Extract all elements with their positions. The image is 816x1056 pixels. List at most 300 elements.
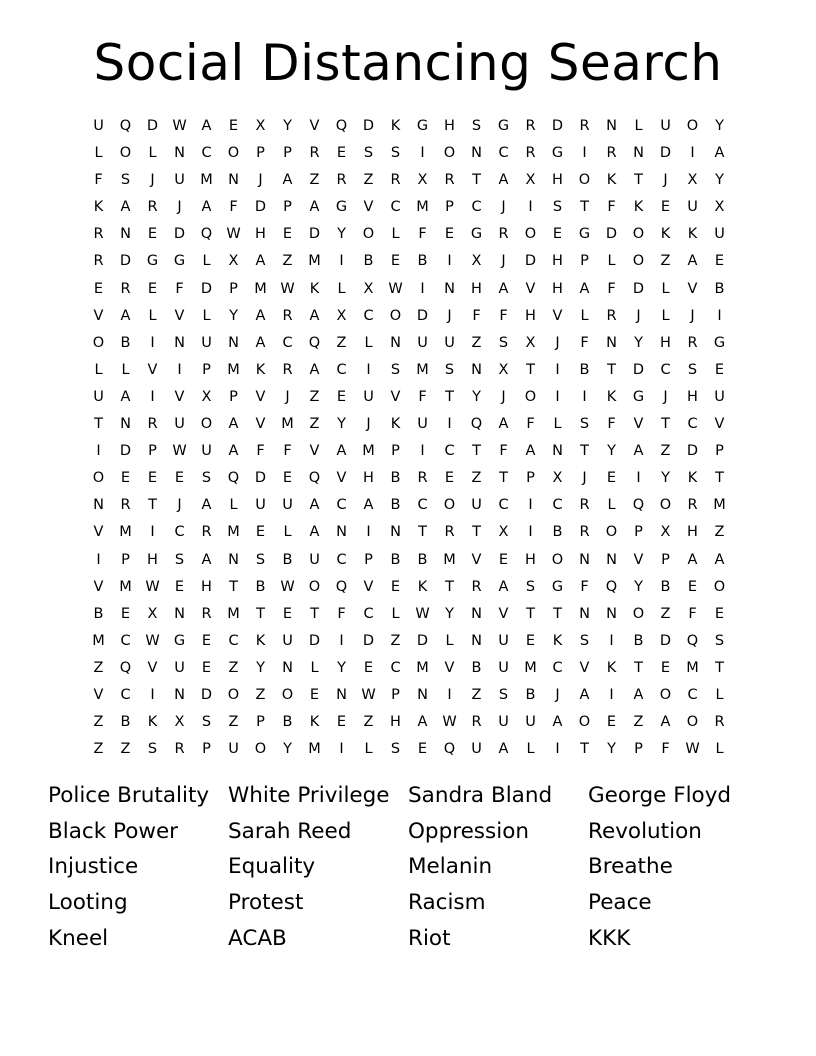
grid-letter: N	[174, 605, 185, 622]
grid-letter: U	[498, 632, 509, 649]
grid-letter: I	[555, 741, 560, 758]
grid-letter: S	[390, 741, 401, 758]
grid-letter: B	[282, 551, 293, 568]
grid-letter: V	[687, 280, 698, 297]
grid-letter: F	[418, 388, 427, 405]
grid-letter: O	[605, 524, 618, 541]
grid-letter: C	[390, 199, 401, 216]
grid-letter: D	[416, 632, 429, 649]
grid-letter: V	[309, 443, 320, 460]
grid-letter: I	[177, 361, 182, 378]
grid-letter: O	[119, 145, 132, 162]
grid-letter: I	[150, 388, 155, 405]
grid-letter: E	[174, 578, 185, 595]
grid-letter: A	[498, 741, 509, 758]
grid-letter: J	[582, 470, 587, 487]
grid-letter: T	[229, 578, 238, 595]
grid-letter: D	[659, 145, 672, 162]
grid-letter: G	[335, 199, 348, 216]
grid-letter: T	[445, 578, 454, 595]
grid-letter: E	[363, 659, 374, 676]
grid-letter: X	[228, 253, 239, 270]
grid-letter: N	[471, 145, 482, 162]
grid-letter: D	[551, 118, 564, 134]
grid-letter: I	[690, 145, 695, 162]
grid-letter: S	[498, 334, 509, 351]
grid-letter: L	[94, 145, 103, 162]
grid-letter: A	[687, 253, 698, 270]
grid-letter: T	[607, 361, 616, 378]
grid-letter: H	[552, 253, 563, 270]
grid-letter: M	[524, 659, 537, 676]
grid-letter: X	[255, 118, 266, 134]
grid-letter: D	[632, 280, 645, 297]
grid-letter: H	[390, 714, 401, 731]
grid-letter: G	[632, 388, 645, 405]
grid-letter: W	[442, 714, 457, 731]
grid-letter: L	[391, 226, 400, 243]
grid-letter: T	[94, 416, 103, 433]
grid-letter: O	[389, 307, 402, 324]
grid-letter: I	[447, 253, 452, 270]
grid-letter: P	[202, 361, 211, 378]
grid-letter: X	[417, 172, 428, 189]
grid-letter: P	[715, 443, 724, 460]
grid-letter: Q	[605, 578, 618, 595]
grid-letter: T	[310, 605, 319, 622]
grid-letter: O	[443, 145, 456, 162]
grid-letter: U	[525, 714, 536, 731]
grid-letter: M	[416, 659, 429, 676]
grid-letter: F	[499, 307, 508, 324]
grid-letter: A	[255, 307, 266, 324]
grid-letter: B	[714, 280, 725, 297]
grid-letter: L	[634, 118, 643, 134]
grid-letter: U	[174, 416, 185, 433]
grid-letter: P	[283, 145, 292, 162]
grid-letter: V	[93, 307, 104, 324]
grid-letter: C	[363, 605, 374, 622]
grid-letter: J	[150, 172, 155, 189]
grid-letter: V	[255, 388, 266, 405]
grid-letter: O	[632, 253, 645, 270]
grid-letter: A	[714, 145, 725, 162]
grid-letter: P	[202, 741, 211, 758]
grid-letter: C	[120, 686, 131, 703]
grid-letter: C	[282, 334, 293, 351]
grid-letter: D	[308, 632, 321, 649]
grid-letter: U	[714, 388, 725, 405]
grid-letter: M	[308, 741, 321, 758]
grid-letter: X	[174, 714, 185, 731]
grid-letter: I	[555, 361, 560, 378]
grid-letter: I	[150, 334, 155, 351]
grid-letter: Q	[335, 118, 348, 134]
grid-letter: V	[579, 659, 590, 676]
grid-letter: P	[148, 443, 157, 460]
grid-letter: O	[200, 416, 213, 433]
grid-letter: S	[201, 470, 212, 487]
grid-letter: N	[120, 226, 131, 243]
grid-letter: A	[201, 497, 212, 514]
grid-letter: Y	[472, 388, 481, 405]
grid-letter: V	[525, 280, 536, 297]
grid-letter: N	[228, 334, 239, 351]
grid-letter: A	[498, 172, 509, 189]
grid-letter: B	[660, 578, 671, 595]
grid-letter: H	[552, 172, 563, 189]
grid-letter: A	[498, 416, 509, 433]
grid-letter: G	[497, 118, 510, 134]
grid-letter: Z	[714, 524, 725, 541]
grid-letter: N	[174, 686, 185, 703]
grid-letter: F	[283, 443, 292, 460]
grid-letter: I	[339, 632, 344, 649]
grid-letter: L	[553, 416, 562, 433]
grid-letter: A	[120, 388, 131, 405]
grid-letter: M	[362, 443, 375, 460]
grid-letter: S	[174, 551, 185, 568]
grid-letter: B	[120, 714, 131, 731]
grid-letter: T	[526, 361, 535, 378]
grid-letter: Z	[660, 443, 671, 460]
grid-letter: K	[147, 714, 158, 731]
grid-letter: H	[444, 118, 455, 134]
grid-letter: Y	[634, 334, 643, 351]
grid-letter: K	[633, 199, 644, 216]
grid-letter: L	[337, 280, 346, 297]
grid-letter: B	[390, 470, 401, 487]
grid-letter: M	[227, 524, 240, 541]
grid-letter: Q	[308, 470, 321, 487]
grid-letter: C	[687, 686, 698, 703]
grid-letter: C	[687, 416, 698, 433]
grid-letter: V	[174, 388, 185, 405]
grid-letter: S	[687, 361, 698, 378]
grid-letter: X	[471, 253, 482, 270]
grid-letter: V	[552, 307, 563, 324]
grid-letter: M	[119, 524, 132, 541]
grid-letter: C	[363, 307, 374, 324]
grid-letter: A	[309, 199, 320, 216]
word-list-item: Looting	[48, 890, 128, 916]
grid-letter: K	[606, 659, 617, 676]
grid-letter: R	[93, 226, 104, 243]
grid-letter: O	[92, 334, 105, 351]
grid-letter: E	[282, 470, 293, 487]
grid-letter: A	[120, 307, 131, 324]
grid-letter: T	[445, 388, 454, 405]
grid-letter: I	[528, 497, 533, 514]
grid-letter: F	[175, 280, 184, 297]
grid-letter: V	[147, 659, 158, 676]
grid-letter: K	[417, 578, 428, 595]
grid-letter: O	[632, 605, 645, 622]
grid-letter: B	[120, 334, 131, 351]
grid-letter: O	[308, 578, 321, 595]
grid-letter: Y	[283, 118, 292, 134]
grid-letter: U	[228, 741, 239, 758]
grid-letter: B	[282, 714, 293, 731]
grid-letter: D	[200, 686, 213, 703]
grid-letter: Z	[93, 659, 104, 676]
grid-letter: Q	[308, 334, 321, 351]
grid-letter: I	[528, 199, 533, 216]
grid-letter: A	[201, 118, 212, 134]
grid-letter: I	[555, 388, 560, 405]
grid-letter: M	[227, 361, 240, 378]
grid-letter: W	[361, 686, 376, 703]
word-list-item: Peace	[588, 890, 652, 916]
grid-letter: J	[177, 497, 182, 514]
word-list-item: Kneel	[48, 925, 109, 951]
word-list-item: Breathe	[588, 854, 673, 880]
grid-letter: P	[445, 199, 454, 216]
grid-letter: I	[609, 632, 614, 649]
grid-letter: A	[282, 172, 293, 189]
grid-letter: V	[174, 307, 185, 324]
grid-letter: B	[525, 686, 536, 703]
grid-letter: K	[255, 632, 266, 649]
grid-letter: T	[580, 741, 589, 758]
grid-letter: G	[551, 145, 564, 162]
grid-letter: D	[362, 118, 375, 134]
grid-letter: C	[336, 497, 347, 514]
word-list-item: Sarah Reed	[228, 818, 352, 844]
grid-letter: R	[390, 172, 401, 189]
grid-letter: Z	[471, 686, 482, 703]
grid-letter: E	[255, 524, 266, 541]
grid-letter: K	[687, 470, 698, 487]
grid-letter: U	[255, 497, 266, 514]
grid-letter: J	[447, 307, 452, 324]
grid-letter: J	[501, 388, 506, 405]
grid-letter: A	[687, 551, 698, 568]
grid-letter: M	[281, 416, 294, 433]
grid-letter: W	[172, 443, 187, 460]
grid-letter: P	[526, 470, 535, 487]
grid-letter: H	[687, 524, 698, 541]
grid-letter: R	[120, 497, 131, 514]
grid-letter: I	[447, 416, 452, 433]
grid-letter: S	[390, 361, 401, 378]
grid-letter: O	[443, 497, 456, 514]
grid-letter: B	[390, 551, 401, 568]
grid-letter: N	[228, 551, 239, 568]
grid-letter: J	[690, 307, 695, 324]
grid-letter: Z	[309, 172, 320, 189]
grid-letter: W	[145, 578, 160, 595]
grid-letter: B	[255, 578, 266, 595]
grid-letter: N	[471, 605, 482, 622]
grid-letter: O	[524, 226, 537, 243]
grid-letter: N	[174, 145, 185, 162]
grid-letter: J	[177, 199, 182, 216]
grid-letter: U	[174, 172, 185, 189]
grid-letter: E	[228, 118, 239, 134]
grid-letter: Z	[282, 253, 293, 270]
grid-letter: T	[634, 659, 643, 676]
grid-letter: X	[147, 605, 158, 622]
letter-grid	[85, 113, 733, 763]
grid-letter: R	[282, 361, 293, 378]
grid-letter: B	[417, 551, 428, 568]
grid-letter: L	[148, 145, 157, 162]
grid-letter: T	[472, 524, 481, 541]
grid-letter: O	[281, 686, 294, 703]
grid-letter: Y	[715, 118, 724, 134]
grid-letter: A	[363, 497, 374, 514]
grid-letter: C	[498, 497, 509, 514]
grid-letter: T	[418, 524, 427, 541]
grid-letter: G	[416, 118, 429, 134]
grid-letter: Z	[660, 253, 671, 270]
grid-letter: Q	[119, 118, 132, 134]
grid-letter: V	[147, 361, 158, 378]
grid-letter: S	[120, 172, 131, 189]
grid-letter: L	[202, 253, 211, 270]
grid-letter: G	[470, 226, 483, 243]
grid-letter: N	[579, 605, 590, 622]
grid-letter: R	[147, 199, 158, 216]
grid-letter: L	[715, 686, 724, 703]
grid-letter: C	[552, 659, 563, 676]
grid-letter: I	[366, 361, 371, 378]
grid-letter: S	[579, 416, 590, 433]
grid-letter: U	[93, 388, 104, 405]
grid-letter: L	[283, 524, 292, 541]
grid-letter: E	[714, 361, 725, 378]
grid-letter: N	[390, 524, 401, 541]
grid-letter: H	[552, 280, 563, 297]
grid-letter: F	[472, 307, 481, 324]
grid-letter: I	[420, 443, 425, 460]
word-list-item: Revolution	[588, 818, 702, 844]
grid-letter: J	[366, 416, 371, 433]
grid-letter: T	[499, 470, 508, 487]
grid-letter: M	[200, 172, 213, 189]
grid-letter: A	[417, 714, 428, 731]
grid-letter: M	[416, 361, 429, 378]
grid-letter: N	[444, 280, 455, 297]
grid-letter: D	[524, 253, 537, 270]
grid-letter: L	[715, 741, 724, 758]
grid-letter: G	[551, 578, 564, 595]
grid-letter: S	[201, 714, 212, 731]
grid-letter: V	[633, 416, 644, 433]
grid-letter: C	[552, 497, 563, 514]
grid-letter: C	[174, 524, 185, 541]
grid-letter: Q	[200, 226, 213, 243]
grid-letter: E	[147, 470, 158, 487]
grid-letter: T	[256, 605, 265, 622]
grid-letter: R	[417, 470, 428, 487]
grid-letter: E	[660, 659, 671, 676]
grid-letter: I	[339, 741, 344, 758]
grid-letter: L	[148, 307, 157, 324]
grid-letter: Y	[607, 741, 616, 758]
grid-letter: C	[336, 361, 347, 378]
grid-letter: V	[93, 686, 104, 703]
grid-letter: O	[578, 172, 591, 189]
word-list	[48, 778, 768, 956]
grid-letter: V	[633, 551, 644, 568]
grid-letter: L	[661, 307, 670, 324]
grid-letter: F	[418, 226, 427, 243]
grid-letter: O	[632, 226, 645, 243]
word-list-item: George Floyd	[588, 783, 732, 808]
grid-letter: E	[336, 714, 347, 731]
grid-letter: D	[362, 632, 375, 649]
grid-letter: V	[255, 416, 266, 433]
grid-letter: G	[713, 334, 726, 351]
grid-letter: J	[663, 388, 668, 405]
grid-letter: A	[552, 714, 563, 731]
grid-letter: Z	[255, 686, 266, 703]
grid-letter: F	[607, 199, 616, 216]
grid-letter: W	[145, 632, 160, 649]
grid-letter: V	[390, 388, 401, 405]
grid-letter: Z	[363, 172, 374, 189]
grid-letter: J	[555, 686, 560, 703]
grid-letter: S	[444, 361, 455, 378]
grid-letter: I	[528, 524, 533, 541]
grid-letter: O	[227, 686, 240, 703]
grid-letter: P	[364, 551, 373, 568]
grid-letter: E	[309, 686, 320, 703]
word-list-item: Injustice	[48, 854, 139, 880]
grid-letter: R	[606, 307, 617, 324]
grid-letter: C	[120, 632, 131, 649]
grid-letter: Q	[470, 416, 483, 433]
grid-letter: L	[607, 253, 616, 270]
grid-letter: F	[607, 416, 616, 433]
grid-letter: Y	[445, 605, 454, 622]
grid-letter: M	[308, 253, 321, 270]
grid-letter: S	[363, 145, 374, 162]
grid-letter: U	[714, 226, 725, 243]
grid-letter: S	[714, 632, 725, 649]
grid-letter: R	[714, 714, 725, 731]
grid-letter: U	[93, 118, 104, 134]
grid-letter: W	[172, 118, 187, 134]
grid-letter: I	[366, 524, 371, 541]
grid-letter: T	[526, 605, 535, 622]
grid-letter: V	[714, 416, 725, 433]
grid-letter: S	[255, 551, 266, 568]
grid-letter: H	[201, 578, 212, 595]
grid-letter: B	[417, 253, 428, 270]
grid-letter: A	[255, 253, 266, 270]
grid-letter: A	[309, 361, 320, 378]
grid-letter: W	[280, 280, 295, 297]
grid-letter: E	[390, 253, 401, 270]
grid-letter: T	[472, 172, 481, 189]
grid-letter: D	[254, 470, 267, 487]
grid-letter: E	[147, 226, 158, 243]
grid-letter: O	[713, 578, 726, 595]
grid-letter: H	[687, 388, 698, 405]
grid-letter: A	[336, 443, 347, 460]
grid-letter: U	[201, 443, 212, 460]
grid-letter: E	[120, 605, 131, 622]
grid-letter: F	[526, 416, 535, 433]
grid-letter: V	[363, 578, 374, 595]
grid-letter: P	[391, 443, 400, 460]
word-list-item: Protest	[228, 890, 304, 916]
grid-letter: W	[685, 741, 700, 758]
grid-letter: C	[660, 361, 671, 378]
